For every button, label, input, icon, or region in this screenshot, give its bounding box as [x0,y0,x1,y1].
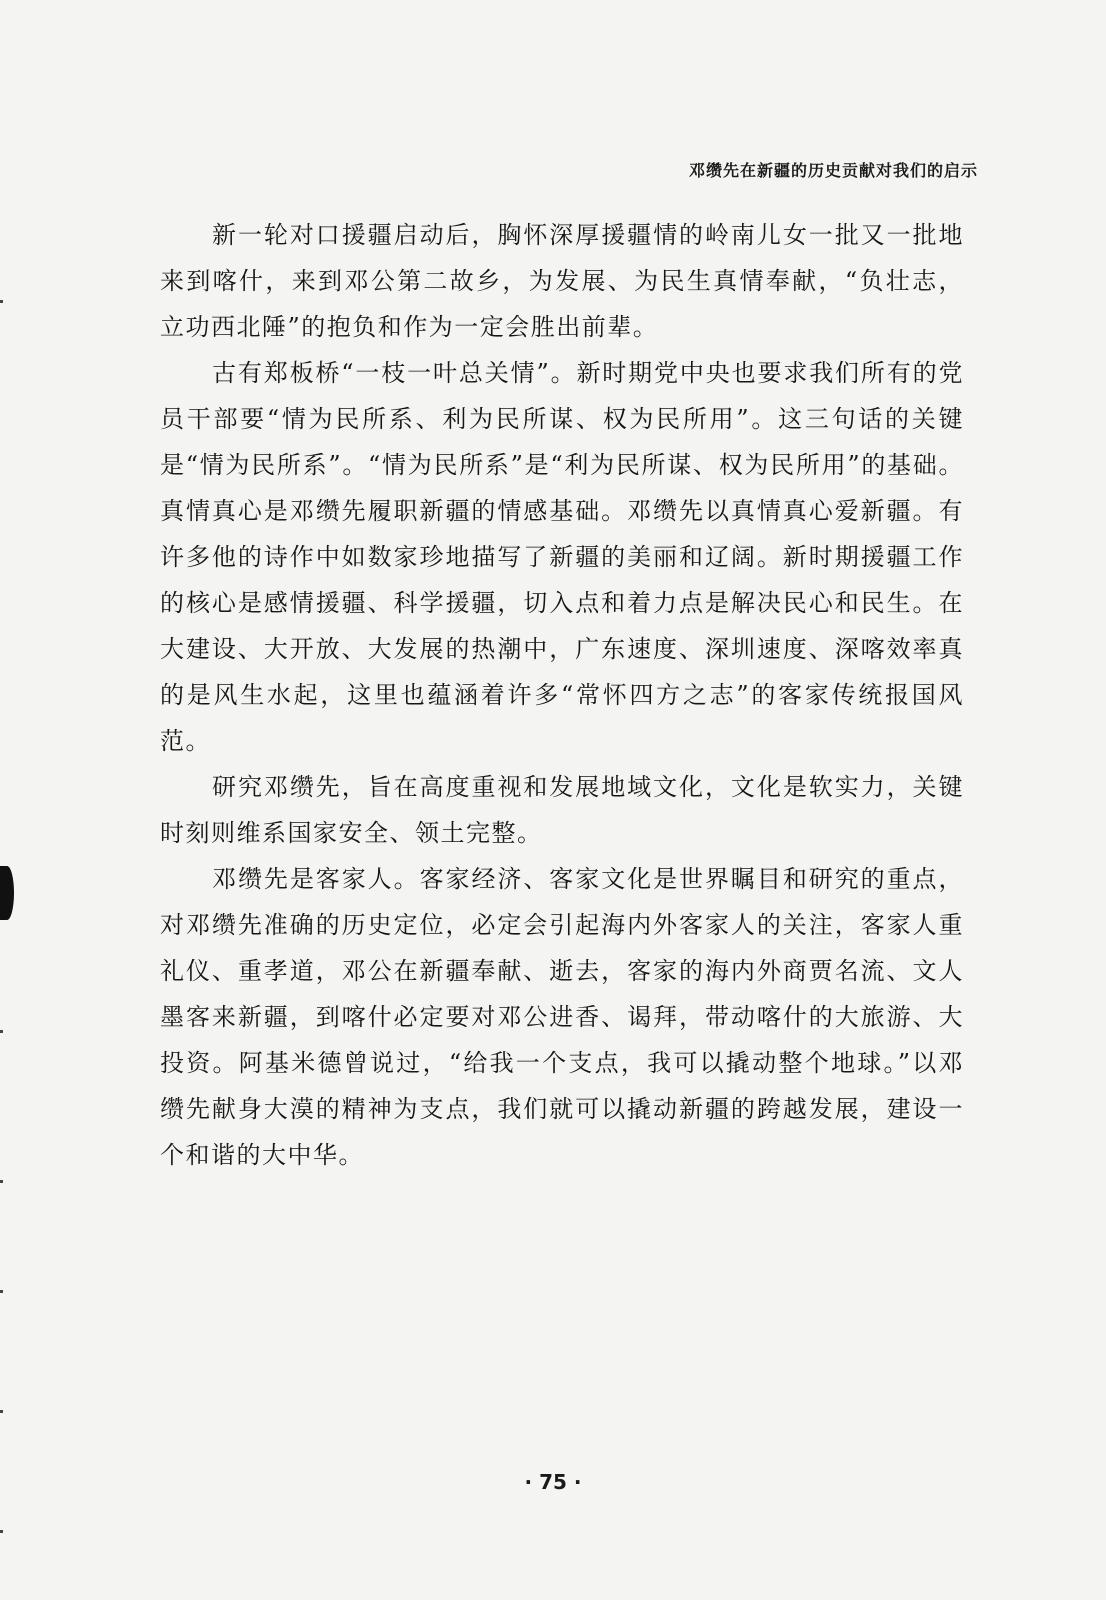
binding-shadow-mark [0,866,14,920]
edge-speck [0,1290,3,1293]
paragraph: 新一轮对口援疆启动后，胸怀深厚援疆情的岭南儿女一批又一批地来到喀什，来到邓公第二故乡，为发展、为民生真情奉献，“负壮志，立功西北陲”的抱负和作为一定会胜出前辈。 [160,221,964,341]
running-header: 邓缵先在新疆的历史贡献对我们的启示 [688,161,978,180]
edge-speck [0,1030,3,1033]
paragraph: 邓缵先是客家人。客家经济、客家文化是世界瞩目和研究的重点，对邓缵先准确的历史定位，必定会引起海内外客家人的关注，客家人重礼仪、重孝道，邓公在新疆奉献、逝去，客家的海内外商贾名流、文人墨客来新疆，到喀什必定要对邓公进香、谒拜，带动喀什的大旅游、大投资。阿基米德曾说过，“给我一个支点，我可以撬动整个地球。”以邓缵先献身大漠的精神为支点，我们就可以撬动新疆的跨越发展，建设一个和谐的大中华。 [160,865,964,1169]
edge-speck [0,300,3,303]
edge-speck [0,1530,3,1533]
body-text [160,212,964,1178]
page-number: · 75 · [524,1470,582,1494]
edge-speck [0,1410,3,1413]
edge-speck [0,1180,3,1183]
paragraph: 古有郑板桥“一枝一叶总关情”。新时期党中央也要求我们所有的党员干部要“情为民所系、利为民所谋、权为民所用”。这三句话的关键是“情为民所系”。“情为民所系”是“利为民所谋、权为民所用”的基础。真情真心是邓缵先履职新疆的情感基础。邓缵先以真情真心爱新疆。有许多他的诗作中如数家珍地描写了新疆的美丽和辽阔。新时期援疆工作的核心是感情援疆、科学援疆，切入点和着力点是解决民心和民生。在大建设、大开放、大发展的热潮中，广东速度、深圳速度、深喀效率真的是风生水起，这里也蕴涵着许多“常怀四方之志”的客家传统报国风范。 [160,359,964,755]
paragraph: 研究邓缵先，旨在高度重视和发展地域文化，文化是软实力，关键时刻则维系国家安全、领土完整。 [160,773,964,847]
